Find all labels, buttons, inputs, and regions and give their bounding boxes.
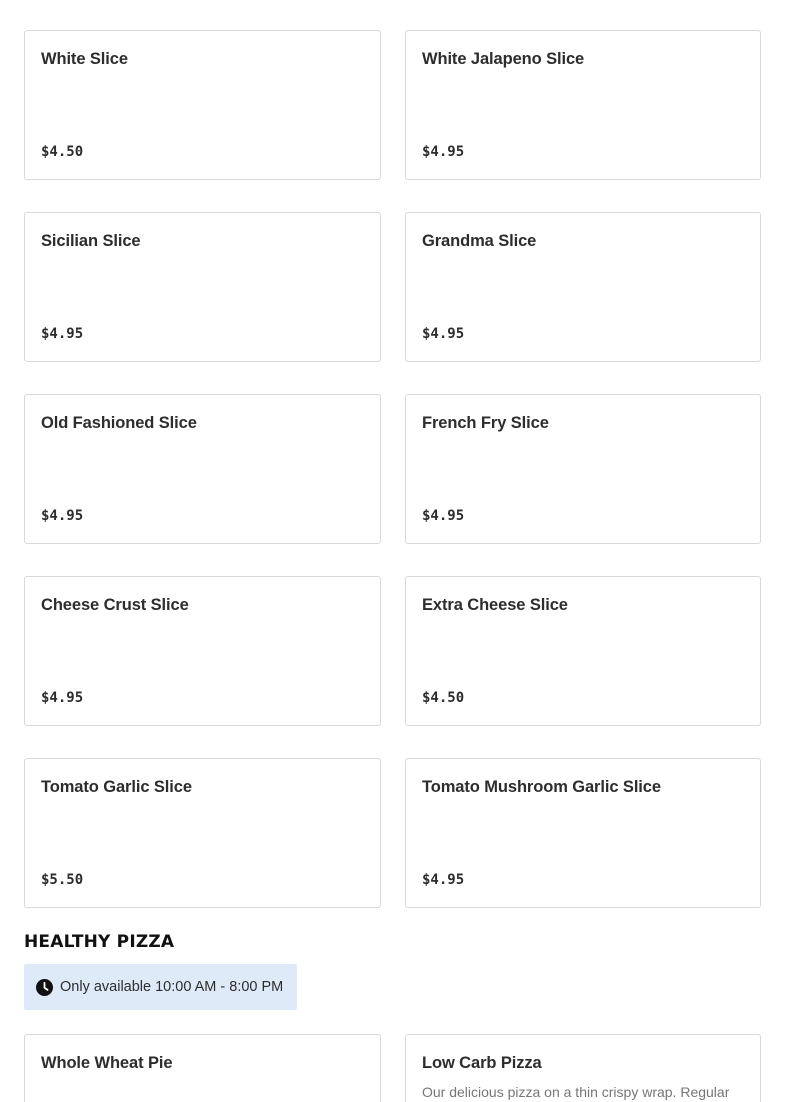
menu-item-price: $4.95 [41, 508, 84, 524]
menu-item-card[interactable] [24, 212, 381, 362]
menu-item-card[interactable] [405, 576, 761, 726]
menu-item-card[interactable] [24, 758, 381, 908]
menu-item-card[interactable] [24, 394, 381, 544]
menu-item-card[interactable] [405, 1034, 761, 1102]
clock-icon [36, 979, 53, 996]
menu-item-price: $4.95 [422, 872, 465, 888]
menu-item-card[interactable] [24, 1034, 381, 1102]
slices-grid [24, 30, 761, 908]
menu-item-price: $4.95 [422, 144, 465, 160]
menu-item-name: Tomato Mushroom Garlic Slice [422, 778, 661, 796]
menu-item-name: Extra Cheese Slice [422, 596, 568, 614]
menu-item-price: $4.95 [41, 326, 84, 342]
healthy-pizza-grid [24, 1034, 761, 1102]
menu-item-name: Cheese Crust Slice [41, 596, 189, 614]
menu-item-name: White Slice [41, 50, 128, 68]
menu-item-price: $4.50 [41, 144, 84, 160]
menu-item-card[interactable] [24, 576, 381, 726]
menu-item-name: Tomato Garlic Slice [41, 778, 192, 796]
menu-item-card[interactable] [405, 758, 761, 908]
menu-item-price: $5.50 [41, 872, 84, 888]
menu-item-card[interactable] [405, 30, 761, 180]
availability-text: Only available 10:00 AM - 8:00 PM [60, 979, 284, 995]
menu-item-card[interactable] [405, 212, 761, 362]
menu-item-description: Our delicious pizza on a thin crispy wrap. Regular [422, 1084, 730, 1100]
menu-item-name: Whole Wheat Pie [41, 1054, 173, 1072]
menu-item-price: $4.95 [422, 326, 465, 342]
menu-item-name: Low Carb Pizza [422, 1054, 542, 1072]
menu-item-card[interactable] [24, 30, 381, 180]
section-title-healthy-pizza: HEALTHY PIZZA [24, 932, 175, 952]
menu-item-price: $4.95 [422, 508, 465, 524]
menu-item-name: Old Fashioned Slice [41, 414, 197, 432]
menu-item-name: French Fry Slice [422, 414, 549, 432]
menu-item-name: White Jalapeno Slice [422, 50, 585, 68]
menu-item-price: $4.95 [41, 690, 84, 706]
menu-item-name: Grandma Slice [422, 232, 537, 250]
availability-banner [24, 964, 297, 1010]
menu-item-card[interactable] [405, 394, 761, 544]
menu-item-name: Sicilian Slice [41, 232, 141, 250]
menu-item-price: $4.50 [422, 690, 465, 706]
